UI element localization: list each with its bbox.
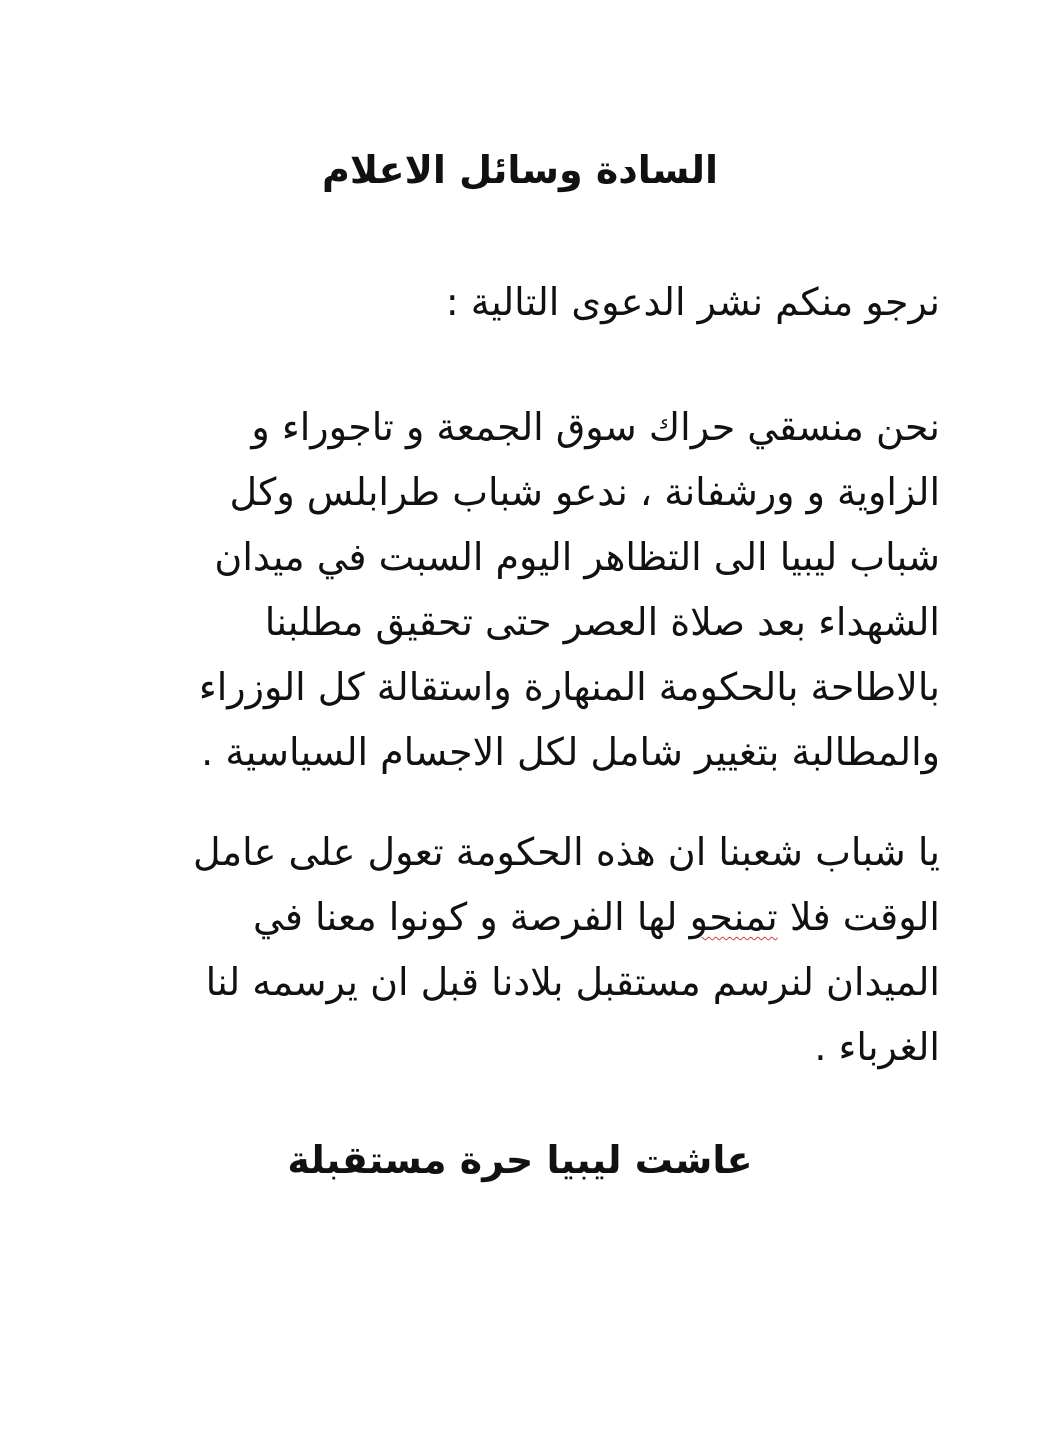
paragraph2-text-segment: الوقت فلا	[777, 895, 940, 939]
paragraph1-line: شباب ليبيا الى التظاهر اليوم السبت في ميدان	[214, 535, 940, 579]
document-title: السادة وسائل الاعلام	[321, 148, 719, 192]
paragraph2-line: الميدان لنرسم مستقبل بلادنا قبل ان يرسمه لنا	[205, 960, 940, 1004]
paragraph2-line	[253, 887, 940, 947]
paragraph2-text-segment: لها الفرصة و كونوا معنا في	[253, 895, 690, 939]
paragraph1-line: بالاطاحة بالحكومة المنهارة واستقالة كل الوزراء	[198, 665, 940, 709]
paragraph1-line: الزاوية و ورشفانة ، ندعو شباب طرابلس وكل	[229, 470, 940, 514]
paragraph1-line: الشهداء بعد صلاة العصر حتى تحقيق مطلبنا	[264, 600, 940, 644]
spellcheck-flagged-word[interactable]: تمنحو	[689, 895, 778, 939]
paragraph1-line: نحن منسقي حراك سوق الجمعة و تاجوراء و	[251, 405, 940, 449]
request-line: نرجو منكم نشر الدعوى التالية :	[445, 280, 940, 324]
paragraph2-line: يا شباب شعبنا ان هذه الحكومة تعول على عامل	[193, 830, 940, 874]
closing-slogan: عاشت ليبيا حرة مستقبلة	[287, 1138, 753, 1182]
paragraph1-line: والمطالبة بتغيير شامل لكل الاجسام السياسية .	[201, 730, 940, 774]
paragraph2-line: الغرباء .	[814, 1025, 940, 1069]
